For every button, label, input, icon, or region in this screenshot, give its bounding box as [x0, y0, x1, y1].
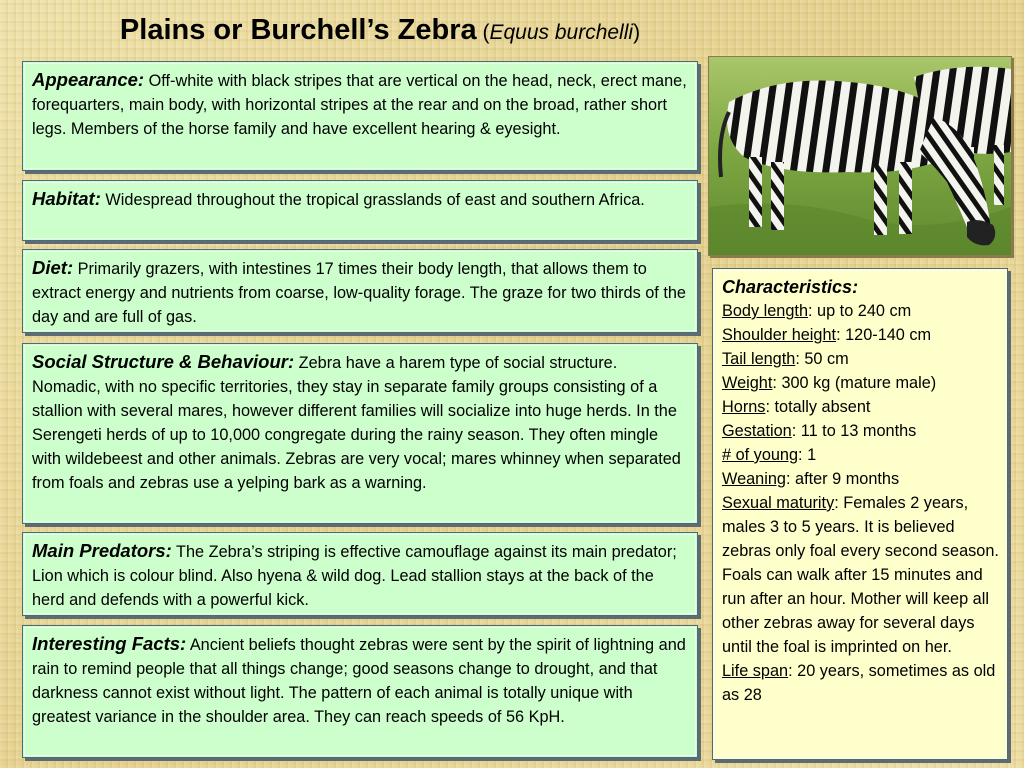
characteristic-value: : after 9 months [785, 470, 900, 488]
predators-label: Main Predators: [32, 540, 172, 561]
characteristic-key: Gestation [722, 422, 792, 440]
characteristic-value: : 1 [798, 446, 817, 464]
zebra-photo [708, 56, 1012, 256]
social-structure-text: Zebra have a harem type of social structure. Nomadic, with no specific territories, they stay in separate family groups consisting of a stallion with several mares, however different families will socialize into huge herds. In the Serengeti herds of up to 10,000 congregate during the rainy season. They often mingle with wildebeest and other animals. Zebras are very vocal; mares whinney when separated from foals and zebras use a yelping bark as a warning. [32, 354, 681, 492]
characteristic-row [722, 395, 999, 419]
scientific-name: (Equus burchelli) [476, 21, 641, 44]
characteristic-value: : 50 cm [795, 350, 849, 368]
appearance-box [22, 61, 698, 171]
characteristic-value: : 300 kg (mature male) [772, 374, 937, 392]
characteristic-value: : 20 years, sometimes as old as 28 [722, 662, 996, 704]
interesting-facts-text: Ancient beliefs thought zebras were sent by the spirit of lightning and rain to remind people that all things change; good seasons change to drought, and that darkness cannot exist without light. The pattern of each animal is totally unique with greatest variance in the shoulder area. They can reach speeds of 56 KpH. [32, 636, 686, 726]
characteristic-key: Shoulder height [722, 326, 837, 344]
characteristic-row [722, 419, 999, 443]
characteristic-value: : Females 2 years, males 3 to 5 years. It is believed zebras only foal every second season. Foals can walk after 15 minutes and run after an hour. Mother will keep all other zebras away for several days until the foal is imprinted on her. [722, 494, 999, 656]
characteristic-key: Weight [722, 374, 773, 392]
title-main: Plains or Burchell’s Zebra [119, 14, 477, 46]
characteristic-row [722, 371, 999, 395]
characteristic-key: Horns [722, 398, 766, 416]
characteristic-value: : totally absent [765, 398, 871, 416]
habitat-box [22, 180, 698, 241]
characteristic-key: Weaning [722, 470, 786, 488]
habitat-label: Habitat: [32, 188, 101, 209]
appearance-text: Off-white with black stripes that are vertical on the head, neck, erect mane, forequarters, main body, with horizontal stripes at the rear and on the broad, rather short legs. Members of the horse family and have excellent hearing & eyesight. [32, 72, 687, 138]
characteristic-key: # of young [722, 446, 799, 464]
characteristic-row [722, 323, 999, 347]
characteristics-list [722, 299, 999, 707]
characteristics-heading: Characteristics: [722, 277, 859, 297]
diet-label: Diet: [32, 257, 74, 278]
characteristics-box [712, 268, 1008, 760]
interesting-facts-label: Interesting Facts: [32, 633, 187, 654]
zebra-photo-icon [709, 57, 1011, 255]
characteristic-key: Sexual maturity [722, 494, 835, 512]
interesting-facts-box [22, 625, 698, 758]
page-title [0, 14, 760, 47]
characteristic-row [722, 443, 999, 467]
characteristic-row [722, 347, 999, 371]
characteristic-value: : 11 to 13 months [791, 422, 917, 440]
characteristic-row [722, 491, 999, 659]
social-structure-box [22, 343, 698, 524]
appearance-label: Appearance: [32, 69, 145, 90]
characteristic-key: Body length [722, 302, 808, 320]
habitat-text: Widespread throughout the tropical grasslands of east and southern Africa. [100, 191, 645, 209]
social-structure-label: Social Structure & Behaviour: [32, 351, 295, 372]
characteristic-row [722, 659, 999, 707]
predators-box [22, 532, 698, 616]
characteristic-value: : 120-140 cm [836, 326, 932, 344]
characteristic-key: Life span [722, 662, 789, 680]
characteristic-row [722, 467, 999, 491]
diet-text: Primarily grazers, with intestines 17 times their body length, that allows them to extract energy and nutrients from coarse, low-quality forage. The graze for two thirds of the day and are full of gas. [32, 260, 686, 326]
characteristic-key: Tail length [722, 350, 796, 368]
characteristic-row [722, 299, 999, 323]
diet-box [22, 249, 698, 333]
predators-text: The Zebra’s striping is effective camouflage against its main predator; Lion which is colour blind. Also hyena & wild dog. Lead stallion stays at the back of the herd and defends with a powerful kick. [32, 543, 677, 609]
characteristic-value: : up to 240 cm [808, 302, 912, 320]
